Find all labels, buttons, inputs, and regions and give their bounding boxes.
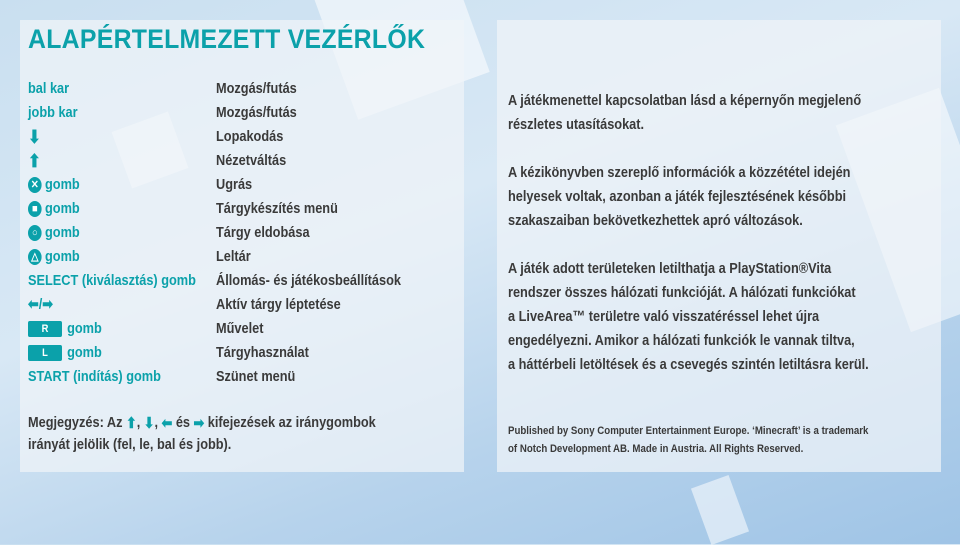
- control-key: gomb: [67, 320, 102, 337]
- arrow-left-icon: ⬅: [161, 414, 173, 432]
- note-text: irányát jelölik (fel, le, bal és jobb).: [28, 435, 232, 453]
- control-action: Tárgyhasználat: [216, 344, 309, 361]
- circle-button-icon: ○: [28, 225, 42, 241]
- page-title: ALAPÉRTELMEZETT VEZÉRLŐK: [28, 24, 426, 54]
- arrow-right-icon: ➡: [42, 296, 53, 314]
- cross-button-icon: ✕: [28, 177, 42, 193]
- info-text-line: A játékmenettel kapcsolatban lásd a képernyőn megjelenő: [508, 92, 862, 109]
- info-text-line: rendszer összes hálózati funkcióját. A hálózati funkciókat: [508, 284, 856, 301]
- control-action: Szünet menü: [216, 368, 296, 385]
- publisher-line: Published by Sony Computer Entertainment Europe. ‘Minecraft’ is a trademark: [508, 425, 869, 437]
- control-key: START (indítás) gomb: [28, 368, 161, 385]
- control-action: Aktív tárgy léptetése: [216, 296, 341, 313]
- info-text-line: A játék adott területeken letilthatja a PlayStation®Vita: [508, 260, 832, 277]
- info-text-line: a háttérbeli letöltések és a csevegés szintén letiltásra kerül.: [508, 356, 869, 373]
- control-key: gomb: [67, 344, 102, 361]
- control-row: [28, 269, 458, 293]
- control-row: [28, 149, 458, 173]
- control-row: [28, 173, 458, 197]
- controls-panel: [20, 20, 464, 472]
- publisher-line: of Notch Development AB. Made in Austria. All Rights Reserved.: [508, 443, 804, 455]
- arrow-down-icon: ⬇: [28, 127, 41, 148]
- background-cube: [691, 475, 749, 545]
- control-key: gomb: [45, 176, 80, 193]
- control-key: SELECT (kiválasztás) gomb: [28, 272, 196, 289]
- control-row: [28, 197, 458, 221]
- arrow-up-icon: ⬆: [126, 414, 137, 432]
- control-action: Állomás- és játékosbeállítások: [216, 272, 401, 289]
- arrow-up-icon: ⬆: [28, 151, 41, 172]
- control-action: Mozgás/futás: [216, 104, 297, 121]
- control-action: Ugrás: [216, 176, 253, 193]
- l-button-icon: L: [28, 345, 62, 361]
- info-panel: [497, 20, 941, 472]
- note-text: kifejezések az iránygombok: [207, 414, 376, 431]
- control-key: gomb: [45, 200, 80, 217]
- control-row: [28, 221, 458, 245]
- control-key: gomb: [45, 248, 80, 265]
- info-text-line: engedélyezni. Amikor a hálózati funkciók le vannak tiltva,: [508, 332, 855, 349]
- control-action: Tárgy eldobása: [216, 224, 310, 241]
- control-row: [28, 317, 458, 341]
- arrow-left-icon: ⬅: [28, 296, 39, 314]
- note-text: Megjegyzés: Az: [28, 414, 123, 431]
- square-button-icon: ■: [28, 201, 42, 217]
- control-row: [28, 293, 458, 317]
- control-action: Mozgás/futás: [216, 80, 297, 97]
- info-text-line: A kézikönyvben szereplő információk a közzététel idején: [508, 164, 851, 181]
- control-key: bal kar: [28, 80, 70, 97]
- info-text-line: a LiveArea™ területre való visszatéréssel lehet újra: [508, 308, 820, 325]
- arrow-right-icon: ➡: [193, 414, 205, 432]
- note-text: ,: [136, 414, 141, 431]
- control-row: [28, 365, 458, 389]
- note-text: ,: [154, 414, 159, 431]
- control-key: jobb kar: [28, 104, 78, 121]
- control-key: gomb: [45, 224, 80, 241]
- control-row: [28, 77, 458, 101]
- r-button-icon: R: [28, 321, 62, 337]
- control-key: /: [38, 296, 43, 313]
- triangle-button-icon: △: [28, 249, 42, 265]
- control-row: [28, 101, 458, 125]
- control-row: [28, 125, 458, 149]
- direction-note: [28, 412, 453, 455]
- info-text-line: szakaszaiban bekövetkezhettek apró változások.: [508, 212, 803, 229]
- note-text: és: [175, 414, 191, 431]
- arrow-down-icon: ⬇: [143, 414, 155, 432]
- control-row: [28, 245, 458, 269]
- control-action: Lopakodás: [216, 128, 284, 145]
- info-text-line: részletes utasításokat.: [508, 116, 645, 133]
- info-text-line: helyesek voltak, azonban a játék fejlesztésének későbbi: [508, 188, 847, 205]
- control-action: Tárgykészítés menü: [216, 200, 338, 217]
- control-action: Művelet: [216, 320, 264, 337]
- control-row: [28, 341, 458, 365]
- control-action: Leltár: [216, 248, 251, 265]
- control-action: Nézetváltás: [216, 152, 287, 169]
